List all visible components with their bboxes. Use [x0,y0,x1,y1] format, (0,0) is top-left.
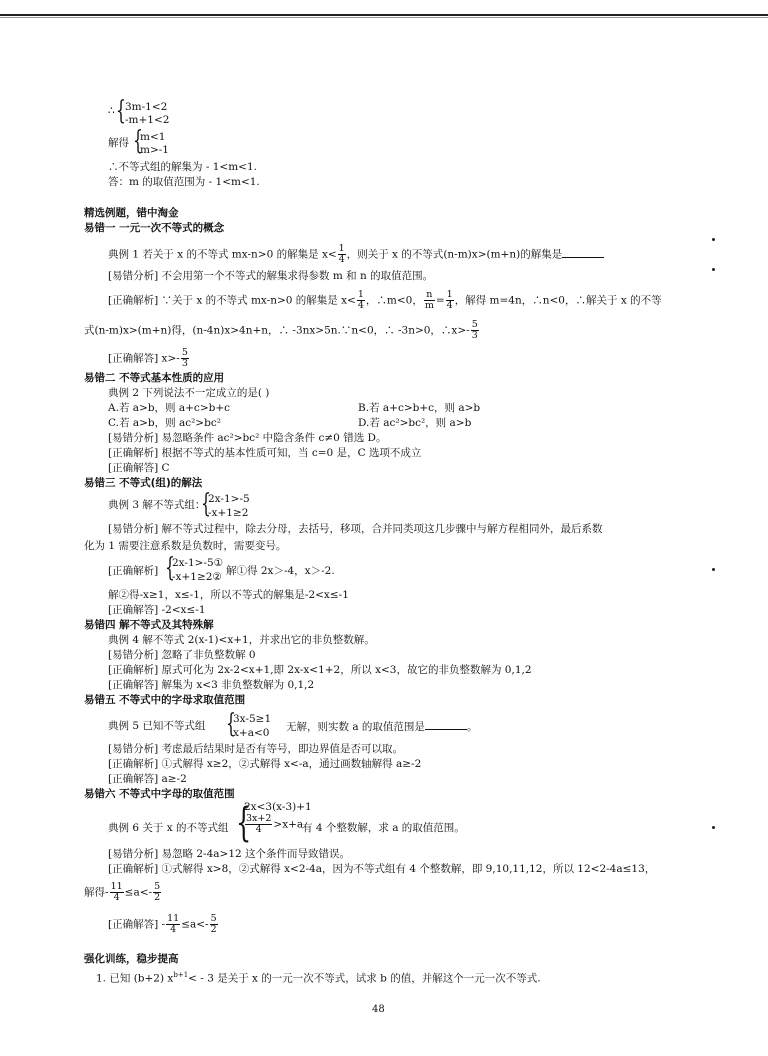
system-line: 3m-1<2 [125,101,168,113]
system-line: m>-1 [140,144,169,156]
analysis-text: [易错分析] 易忽略 2-4a>12 这个条件而导致错误。 [108,848,351,860]
scan-speck [712,568,715,571]
system-line: -x+1≥2 [208,507,249,519]
conclusion-text: ∴不等式组的解集为 - 1<m<1. [108,161,257,173]
fraction: $\frac{5}{2}$ [210,913,217,935]
option-a: A.若 a>b，则 a+c>b+c [108,402,231,414]
system-line: 3x-5≥1 [233,713,272,725]
answer-text: [正确解答] a≥-2 [108,773,187,785]
example-text: 典例 2 下列说法不一定成立的是( ) [108,387,270,399]
solution-text: 解①得 2x＞-4，x＞-2. [226,565,335,577]
analysis-text: [易错分析] 忽略了非负整数解 0 [108,649,256,661]
solution-text: [正确解析] ∵关于 x 的不等式 mx-n>0 的解集是 x< $\frac{1}{4}$ ，∴m<0， $\frac{n}{m}$ = $\frac{1}{4}$ ，解得 m=4n，∴n<0，∴解关于 x 的不等 [108,289,662,311]
training-title: 强化训练，稳步提高 [84,953,179,965]
example-text: 无解，则实数 a 的取值范围是 。 [286,721,478,733]
solution-label: [正确解析] [108,565,159,577]
example-text: 有 4 个整数解，求 a 的取值范围。 [302,822,465,834]
training-question: 1. 已知 (b+2) $x^{b+1}< - 3$ 是关于 x 的一元一次不等式，试求 b 的值，并解这个一元一次不等式. [96,971,541,985]
example-text: 典例 5 已知不等式组 [108,720,206,732]
system-brace: { [133,126,143,156]
answer-text: [正确解答] C [108,462,170,474]
mistake-title: 易错三 不等式(组)的解法 [84,477,203,489]
answer-text: [正确解答] -2<x≤-1 [108,604,206,616]
system-line: -m+1<2 [125,114,170,126]
system-line: 2x-1>-5① [172,557,224,569]
page-number: 48 [372,1004,385,1015]
solve-label: 解得 [108,137,129,149]
therefore-symbol: ∴ [108,105,115,117]
system-line: x+a<0 [233,727,270,739]
fraction: $\frac{1}{4}$ [446,289,453,311]
system-brace: { [116,96,126,126]
mistake-title: 易错六 不等式中字母的取值范围 [84,788,235,800]
option-b: B.若 a+c>b+c，则 a>b [358,402,481,414]
mistake-title: 易错一 一元一次不等式的概念 [84,222,225,234]
example-text: 典例 3 解不等式组： [108,499,206,511]
solution-text: 解②得-x≥1，x≤-1，所以不等式的解集是-2<x≤-1 [108,589,349,601]
example-text: 典例 4 解不等式 2(x-1)<x+1，并求出它的非负整数解。 [108,634,375,646]
fraction: $\frac{11}{4}$ [110,881,123,903]
system-line: $\frac{3x+2}{4}$ >x+a [246,813,304,835]
example-text: 典例 6 关于 x 的不等式组 [108,822,229,834]
analysis-text: [易错分析] 易忽略条件 ac²>bc² 中隐含条件 c≠0 错选 D。 [108,432,387,444]
system-line: 2x<3(x-3)+1 [244,801,312,813]
analysis-text: [易错分析] 不会用第一个不等式的解集求得参数 m 和 n 的取值范围。 [108,270,434,282]
fraction: $\frac{1}{4}$ [338,243,345,265]
analysis-text: 化为 1 需要注意系数是负数时，需要变号。 [84,540,287,552]
fraction: $\frac{5}{3}$ [471,319,478,341]
option-d: D.若 ac²>bc²，则 a>b [358,417,472,429]
fraction: $\frac{11}{4}$ [167,913,180,935]
analysis-text: [易错分析] 考虑最后结果时是否有等号，即边界值是否可以取。 [108,743,404,755]
example-text: 典例 1 若关于 x 的不等式 mx-n>0 的解集是 x< $\frac{1}{4}$ ，则关于 x 的不等式(n-m)x>(m+n)的解集是 [108,244,604,265]
system-brace: { [201,489,211,519]
mistake-title: 易错二 不等式基本性质的应用 [84,372,225,384]
fraction: $\frac{3x+2}{4}$ [246,813,272,835]
answer-text: 答：m 的取值范围为 - 1<m<1. [108,176,260,188]
scan-edge-shadow [0,17,768,18]
mistake-title: 易错五 不等式中的字母求取值范围 [84,694,246,706]
system-brace: { [236,800,252,846]
solution-text: [正确解析] ①式解得 x>8，②式解得 x<2-4a，因为不等式组有 4 个整数解，即 9,10,11,12，所以 12<2-4a≤13， [108,863,656,875]
fraction: $\frac{1}{4}$ [357,289,364,311]
answer-blank [562,247,604,258]
answer-text: [正确解答] x>- $\frac{5}{3}$ [108,347,188,369]
system-line: -x+1≥2② [172,571,222,583]
answer-text: [正确解答] 解集为 x<3 非负整数解为 0,1,2 [108,679,315,691]
fraction: $\frac{n}{m}$ [424,289,434,311]
section-title: 精选例题，错中淘金 [84,207,179,219]
answer-blank [425,719,467,730]
system-brace: { [226,709,236,739]
system-line: 2x-1>-5 [208,493,250,505]
scan-speck [712,826,715,829]
mistake-title: 易错四 解不等式及其特殊解 [84,619,214,631]
answer-text: [正确解答] - $\frac{11}{4}$ ≤a<- $\frac{5}{2}$ [108,913,217,935]
solution-text: [正确解析] ①式解得 x≥2，②式解得 x<-a，通过画数轴解得 a≥-2 [108,758,422,770]
option-c: C.若 a>b，则 ac²>bc² [108,417,221,429]
solution-text: 解得- $\frac{11}{4}$ ≤a<- $\frac{5}{2}$ [84,881,161,903]
solution-text: [正确解析] 原式可化为 2x-2<x+1,即 2x-x<1+2，所以 x<3，故它的非负整数解为 0,1,2 [108,664,532,676]
solution-text: 式(n-m)x>(m+n)得，(n-4n)x>4n+n，∴ -3nx>5n.∵n<0，∴ -3n>0，∴x>- $\frac{5}{3}$ [84,319,478,341]
fraction: $\frac{5}{2}$ [154,881,161,903]
system-brace: { [165,553,175,583]
scan-speck [712,238,715,241]
solution-text: [正确解析] 根据不等式的基本性质可知，当 c=0 是，C 选项不成立 [108,447,422,459]
scan-speck [712,268,715,271]
system-line: m<1 [140,131,166,143]
fraction: $\frac{5}{3}$ [181,347,188,369]
analysis-text: [易错分析] 解不等式过程中，除去分母，去括号，移项，合并同类项这几步骤中与解方程相同外，最后系数 [108,523,603,535]
scan-edge-top [0,14,768,16]
